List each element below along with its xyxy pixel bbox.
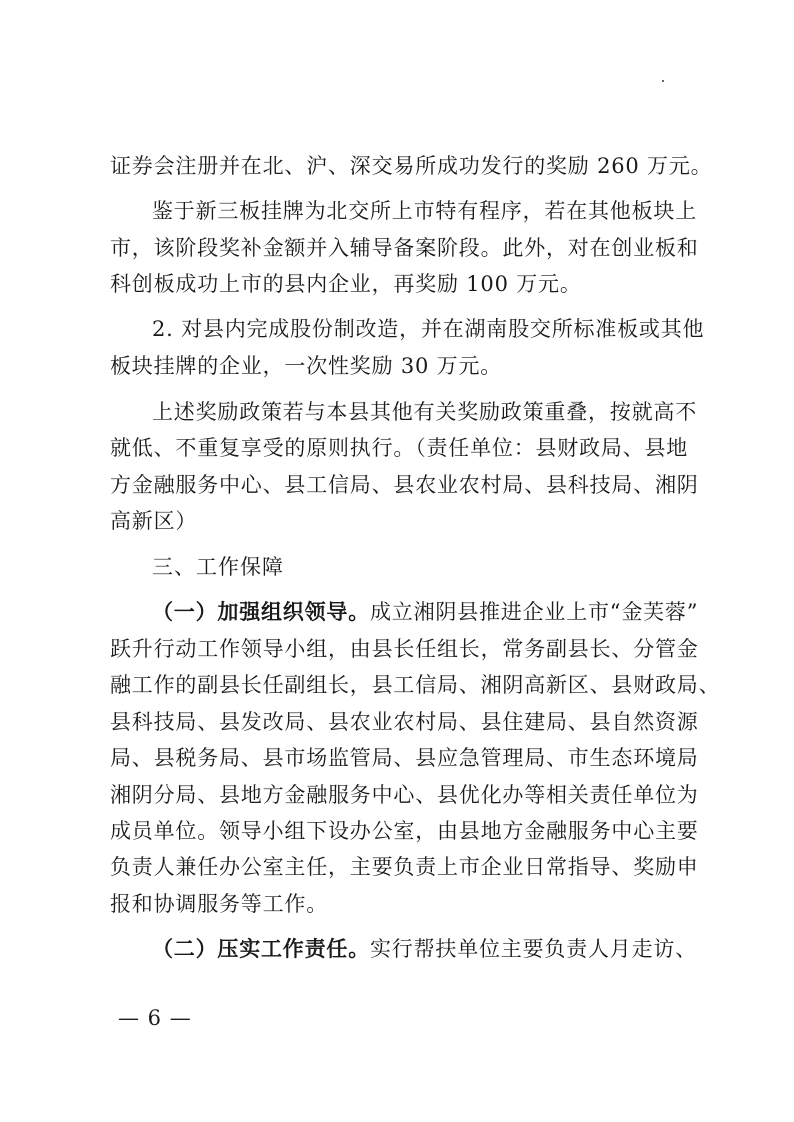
paragraph-line: 成员单位。领导小组下设办公室，由县地方金融服务中心主要 <box>110 819 699 843</box>
paragraph-text: 成立湘阴县推进企业上市“金芙蓉” <box>370 600 699 624</box>
paragraph-line: 报和协调服务等工作。 <box>110 892 328 916</box>
subheading-strengthen-leadership: （一）加强组织领导。 <box>152 599 370 624</box>
paragraph-line <box>152 934 697 964</box>
paragraph-line: 高新区） <box>110 509 198 533</box>
paragraph-line: 县科技局、县发改局、县农业农村局、县住建局、县自然资源 <box>110 710 699 734</box>
paragraph-line: 局、县税务局、县市场监管局、县应急管理局、市生态环境局 <box>110 746 699 770</box>
paragraph-line: 板块挂牌的企业，一次性奖励 30 万元。 <box>110 354 503 378</box>
scan-speck <box>662 80 664 82</box>
paragraph-line: 鉴于新三板挂牌为北交所上市特有程序，若在其他板块上 <box>152 199 697 223</box>
paragraph-line: 融工作的副县长任副组长，县工信局、湘阴高新区、县财政局、 <box>110 673 721 697</box>
paragraph-line: 湘阴分局、县地方金融服务中心、县优化办等相关责任单位为 <box>110 783 699 807</box>
paragraph-line: 2. 对县内完成股份制改造，并在湖南股交所标准板或其他 <box>152 317 705 341</box>
page-number: — 6 — <box>118 1006 192 1030</box>
paragraph-line: 跃升行动工作领导小组，由县长任组长，常务副县长、分管金 <box>110 637 699 661</box>
paragraph-line: 科创板成功上市的县内企业，再奖励 100 万元。 <box>110 272 582 296</box>
paragraph-line: 市，该阶段奖补金额并入辅导备案阶段。此外，对在创业板和 <box>110 236 699 260</box>
paragraph-line: 负责人兼任办公室主任，主要负责上市企业日常指导、奖励申 <box>110 855 699 879</box>
subheading-implement-responsibility: （二）压实工作责任。 <box>152 936 370 961</box>
paragraph-line <box>152 597 699 627</box>
paragraph-line: 就低、不重复享受的原则执行。（责任单位：县财政局、县地 <box>110 436 689 460</box>
paragraph-line: 证券会注册并在北、沪、深交易所成功发行的奖励 260 万元。 <box>110 154 713 178</box>
paragraph-line: 方金融服务中心、县工信局、县农业农村局、县科技局、湘阴 <box>110 473 699 497</box>
paragraph-line: 上述奖励政策若与本县其他有关奖励政策重叠，按就高不 <box>152 400 697 424</box>
section-heading: 三、工作保障 <box>152 555 284 579</box>
paragraph-text: 实行帮扶单位主要负责人月走访、 <box>370 937 697 961</box>
